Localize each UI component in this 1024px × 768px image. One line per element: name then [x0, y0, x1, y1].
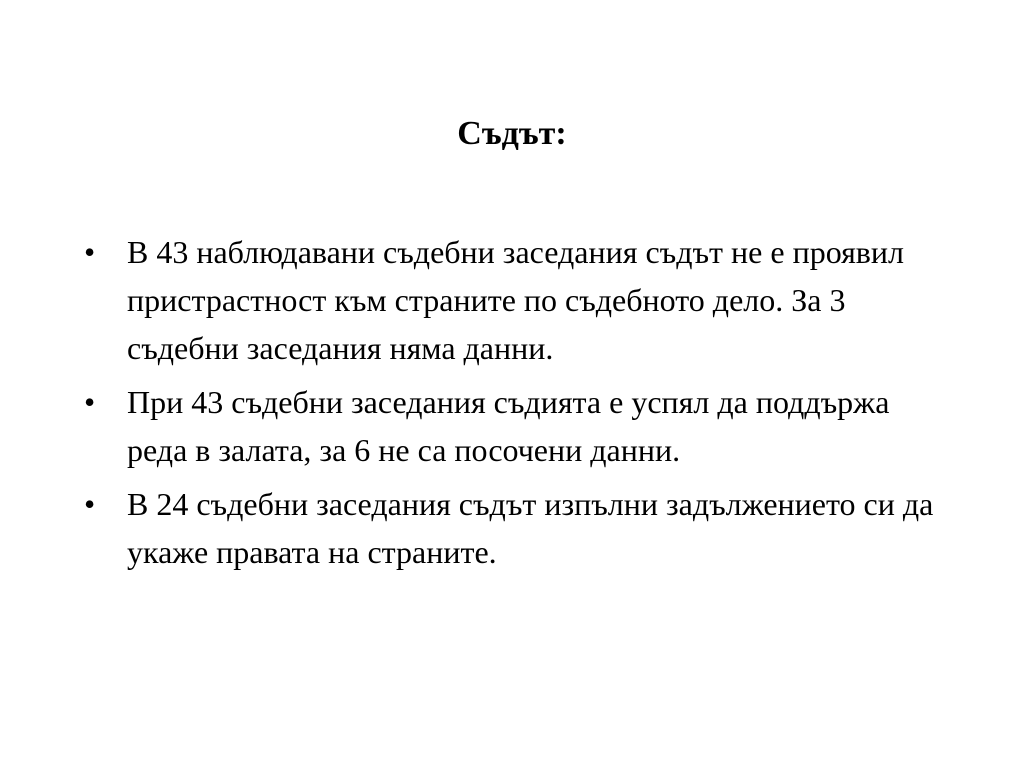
bullet-icon: • — [84, 384, 96, 420]
list-item — [84, 480, 944, 576]
bullet-text: В 24 съдебни заседания съдът изпълни задължението си да укаже правата на страните. — [127, 486, 934, 570]
list-item — [84, 378, 944, 474]
list-item — [84, 228, 944, 372]
bullet-text: При 43 съдебни заседания съдията е успял да поддържа реда в залата, за 6 не са посочени данни. — [127, 384, 890, 468]
bullet-list — [84, 228, 944, 582]
slide-title: Съдът: — [457, 115, 567, 152]
bullet-icon: • — [84, 486, 96, 522]
bullet-text: В 43 наблюдавани съдебни заседания съдът не е проявил пристрастност към страните по съдебното дело. За 3 съдебни заседания няма данни. — [127, 234, 904, 366]
bullet-icon: • — [84, 234, 96, 270]
